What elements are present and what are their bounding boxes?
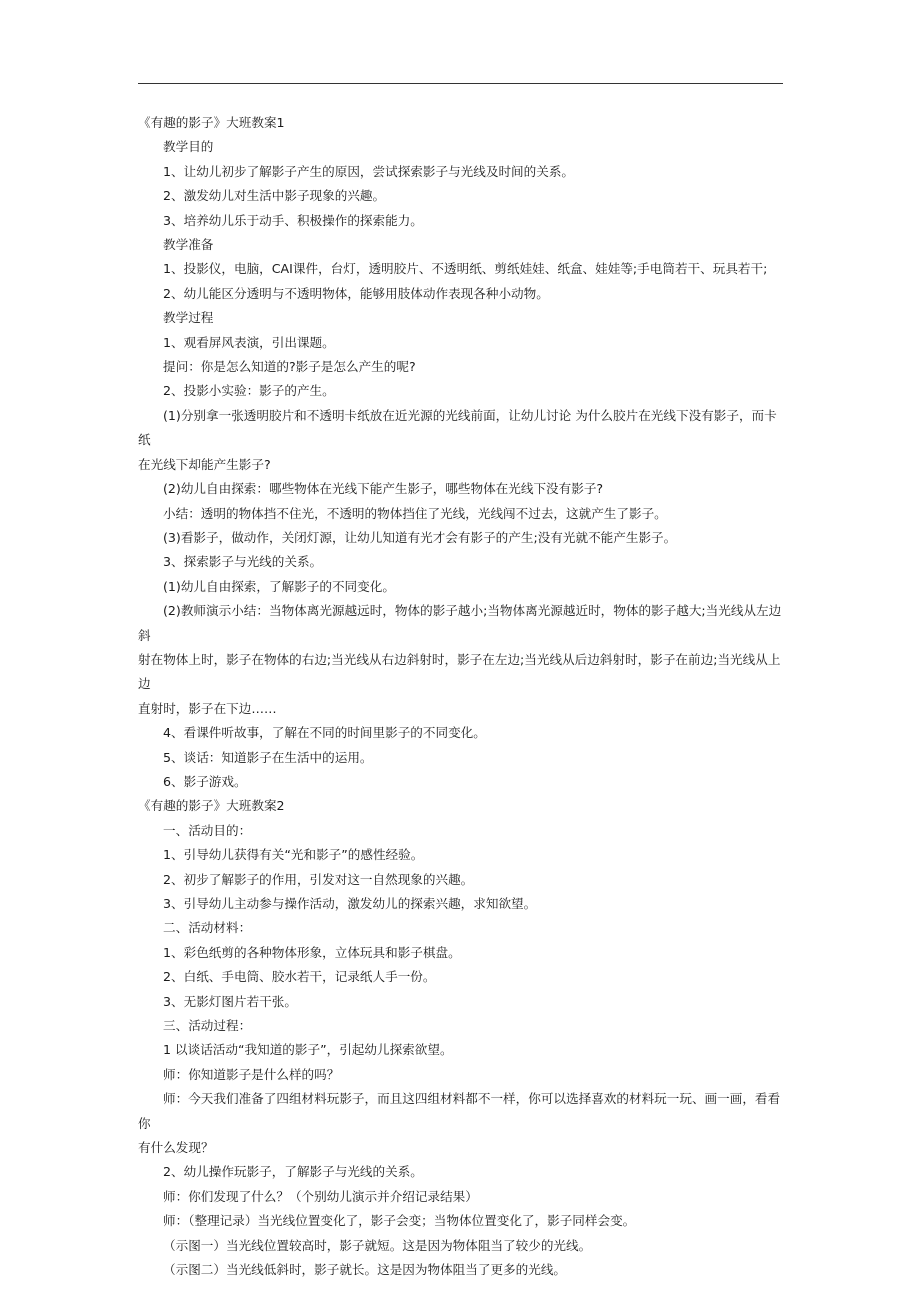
paragraph-line: 小结：透明的物体挡不住光，不透明的物体挡住了光线，光线闯不过去，这就产生了影子。: [163, 505, 667, 521]
paragraph-line: 3、引导幼儿主动参与操作活动，激发幼儿的探索兴趣，求知欲望。: [163, 896, 537, 911]
paragraph-line: 4、看课件听故事，了解在不同的时间里影子的不同变化。: [163, 725, 486, 741]
paragraph-line: 1、让幼儿初步了解影子产生的原因，尝试探索影子与光线及时间的关系。: [163, 163, 575, 179]
header-rule: [138, 83, 783, 84]
paragraph-line: 师：（整理记录）当光线位置变化了，影子会变；当物体位置变化了，影子同样会变。: [163, 1213, 636, 1229]
paragraph-line: （示图一）当光线位置较高时，影子就短。这是因为物体阻当了较少的光线。: [163, 1237, 592, 1253]
paragraph-line: (2)教师演示小结：当物体离光源越远时，物体的影子越小;当物体离光源越近时，物体的影子越大;当光线从左边斜: [138, 603, 782, 643]
paragraph-line: 3、培养幼儿乐于动手、积极操作的探索能力。: [163, 212, 423, 228]
paragraph-line: 6、影子游戏。: [163, 773, 247, 789]
paragraph-line: (2)幼儿自由探索：哪些物体在光线下能产生影子，哪些物体在光线下没有影子?: [163, 481, 604, 497]
paragraph-continuation: 在光线下却能产生影子?: [138, 456, 271, 472]
paragraph-line: 师：今天我们准备了四组材料玩影子，而且这四组材料都不一样，你可以选择喜欢的材料玩一玩、画一画，看看你: [138, 1091, 781, 1131]
paragraph-line: 2、初步了解影子的作用，引发对这一自然现象的兴趣。: [163, 871, 474, 887]
section-title: 《有趣的影子》大班教案2: [138, 798, 285, 814]
paragraph-line: 5、谈话：知道影子在生活中的运用。: [163, 749, 373, 765]
paragraph-line: 师：你知道影子是什么样的吗？: [163, 1066, 340, 1082]
paragraph-line: （示图二）当光线低斜时，影子就长。这是因为物体阻当了更多的光线。: [163, 1262, 566, 1278]
paragraph-line: 2、激发幼儿对生活中影子现象的兴趣。: [163, 188, 386, 204]
paragraph-line: 教学过程: [163, 310, 214, 326]
paragraph-line: 师：你们发现了什么？（个别幼儿演示并介绍记录结果）: [163, 1188, 478, 1204]
paragraph-line: (3)看影子，做动作，关闭灯源，让幼儿知道有光才会有影子的产生;没有光就不能产生影子。: [163, 529, 677, 545]
paragraph-line: (1)幼儿自由探索，了解影子的不同变化。: [163, 578, 395, 594]
paragraph-line: 教学准备: [163, 237, 214, 253]
paragraph-line: 1、观看屏风表演，引出课题。: [163, 334, 335, 350]
paragraph-line: 一、活动目的：: [163, 822, 252, 838]
paragraph-continuation: 有什么发现？: [138, 1140, 214, 1156]
paragraph-continuation: 直射时，影子在下边……: [138, 700, 277, 716]
paragraph-line: 2、投影小实验：影子的产生。: [163, 383, 335, 399]
paragraph-line: 2、幼儿操作玩影子，了解影子与光线的关系。: [163, 1164, 423, 1180]
paragraph-line: 3、无影灯图片若干张。: [163, 993, 297, 1009]
paragraph-line: 2、幼儿能区分透明与不透明物体，能够用肢体动作表现各种小动物。: [163, 285, 549, 301]
paragraph-line: 2、白纸、手电筒、胶水若干，记录纸人手一份。: [163, 969, 436, 985]
paragraph-line: 3、探索影子与光线的关系。: [163, 554, 323, 570]
paragraph-line: 1 以谈话活动“我知道的影子”，引起幼儿探索欲望。: [163, 1042, 453, 1058]
paragraph-continuation: 射在物体上时，影子在物体的右边;当光线从右边斜射时，影子在左边;当光线从后边斜射时，影子在前边;当光线从上边: [138, 651, 781, 692]
paragraph-line: 二、活动材料：: [163, 920, 252, 936]
paragraph-line: 提问：你是怎么知道的?影子是怎么产生的呢?: [163, 359, 416, 375]
paragraph-line: 1、引导幼儿获得有关“光和影子”的感性经验。: [163, 847, 424, 863]
document-body: [138, 111, 786, 1283]
paragraph-line: (1)分别拿一张透明胶片和不透明卡纸放在近光源的光线前面，让幼儿讨论 为什么胶片在光线下没有影子，而卡纸: [138, 407, 777, 448]
section-title: 《有趣的影子》大班教案1: [138, 115, 285, 130]
paragraph-line: 三、活动过程：: [163, 1018, 252, 1034]
paragraph-line: 教学目的: [163, 139, 214, 155]
paragraph-line: 1、投影仪，电脑，CAI课件，台灯，透明胶片、不透明纸、剪纸娃娃、纸盒、娃娃等;手电筒若干、玩具若干;: [163, 261, 768, 277]
paragraph-line: 1、彩色纸剪的各种物体形象，立体玩具和影子棋盘。: [163, 944, 461, 960]
